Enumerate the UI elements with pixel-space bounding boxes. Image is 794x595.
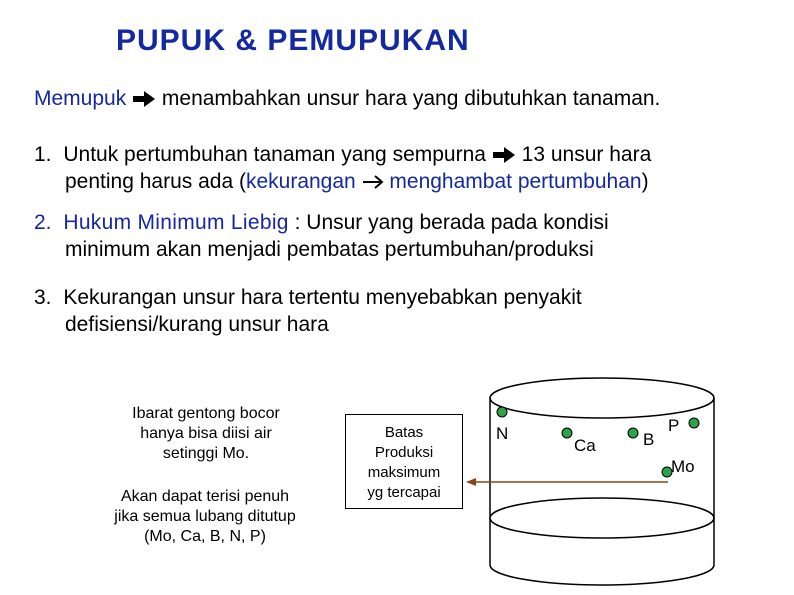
water-level-arrow-icon: [466, 478, 476, 486]
box-line: Produksi: [374, 444, 434, 461]
note-line: Ibarat gentong bocor: [132, 405, 280, 422]
label-ca: Ca: [574, 436, 596, 455]
box-line: maksimum: [367, 464, 441, 481]
point-text: Kekurangan unsur hara tertentu menyebabkan penyakit: [63, 286, 582, 309]
intro-term: Memupuk: [34, 87, 127, 110]
box-line: yg tercapai: [367, 484, 441, 501]
barrel-bottom: [490, 565, 714, 585]
hole-n: [497, 407, 507, 417]
intro-definition: menambahkan unsur hara yang dibutuhkan tanaman.: [161, 87, 661, 110]
point-number: 1.: [34, 143, 52, 166]
hole-ca: [562, 428, 572, 438]
point-text: 13 unsur hara: [521, 143, 652, 166]
note-line: setinggi Mo.: [162, 445, 250, 462]
box-line: Batas: [384, 424, 424, 441]
hole-b: [628, 428, 638, 438]
point-text: ): [641, 170, 649, 193]
point-text: Untuk pertumbuhan tanaman yang sempurna: [63, 143, 486, 166]
point-3-line-2: defisiensi/kurang unsur hara: [65, 313, 329, 336]
label-b: B: [643, 430, 655, 449]
point-text: penting harus ada (: [65, 170, 246, 193]
barrel-base-ring: [490, 498, 714, 538]
note-line: Akan dapat terisi penuh: [120, 488, 290, 505]
point-highlight: kekurangan: [245, 170, 356, 193]
label-mo: Mo: [671, 457, 695, 476]
note-line: jika semua lubang ditutup: [114, 508, 296, 525]
label-n: N: [496, 424, 509, 443]
hole-p: [689, 418, 699, 428]
point-highlight: menghambat pertumbuhan: [389, 170, 642, 193]
barrel-top-rim: [490, 378, 714, 418]
point-number: 2.: [34, 211, 52, 234]
point-number: 3.: [34, 286, 52, 309]
label-p: P: [668, 416, 680, 435]
note-line: (Mo, Ca, B, N, P): [144, 528, 266, 545]
note-line: hanya bisa diisi air: [140, 425, 272, 442]
point-2-line-2: minimum akan menjadi pembatas pertumbuhan/produksi: [65, 238, 594, 261]
page-title: PUPUK & PEMUPUKAN: [116, 24, 470, 57]
point-highlight: Hukum Minimum Liebig: [63, 211, 289, 234]
point-text: : Unsur yang berada pada kondisi: [294, 211, 609, 234]
